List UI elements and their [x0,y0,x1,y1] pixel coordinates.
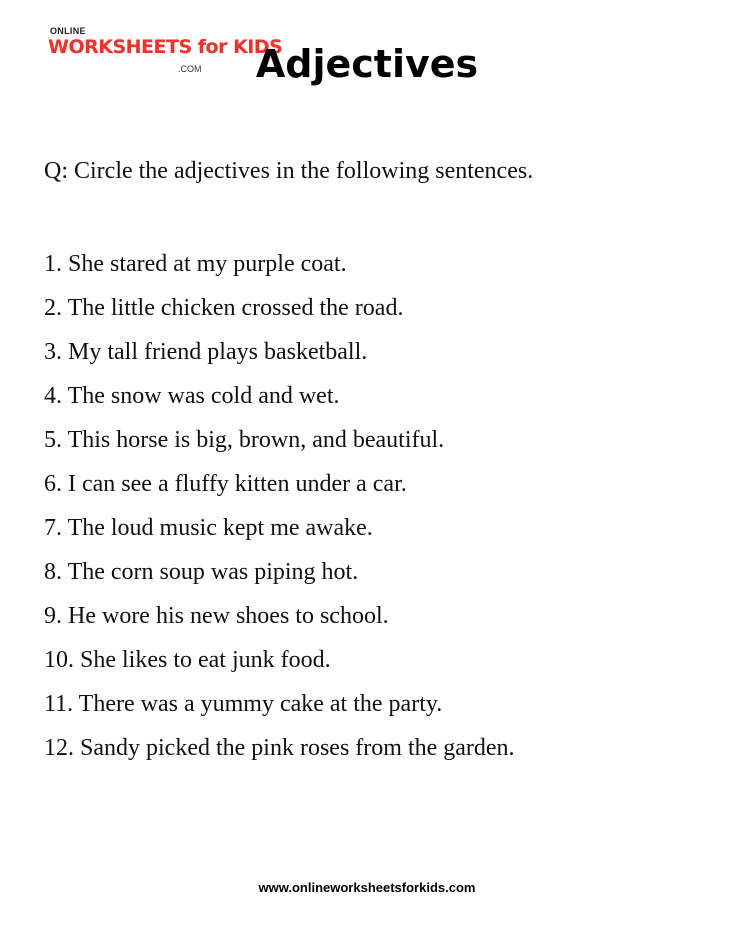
question-prompt: Q: Circle the adjectives in the following sentences. [44,158,534,184]
sentence-item: 1. She stared at my purple coat. [44,251,347,277]
sentence-list [44,242,515,770]
sentence-item: 8. The corn soup was piping hot. [44,559,359,585]
sentence-item: 3. My tall friend plays basketball. [44,339,368,365]
sentence-item: 11. There was a yummy cake at the party. [44,691,443,717]
sentence-item: 10. She likes to eat junk food. [44,647,331,673]
sentence-item: 5. This horse is big, brown, and beautiful. [44,427,445,453]
logo-wordmark: WORKSHEETS for KIDS [48,36,283,58]
sentence-item: 4. The snow was cold and wet. [44,383,340,409]
sentence-item: 9. He wore his new shoes to school. [44,603,389,629]
logo-com-text: .COM [178,64,202,74]
footer-url: www.onlineworksheetsforkids.com [258,880,476,895]
worksheet-title: Adjectives [255,42,479,86]
sentence-item: 2. The little chicken crossed the road. [44,295,404,321]
sentence-item: 6. I can see a fluffy kitten under a car. [44,471,407,497]
logo-online-text: ONLINE [50,26,86,36]
sentence-item: 7. The loud music kept me awake. [44,515,373,541]
sentence-item: 12. Sandy picked the pink roses from the garden. [44,735,515,761]
